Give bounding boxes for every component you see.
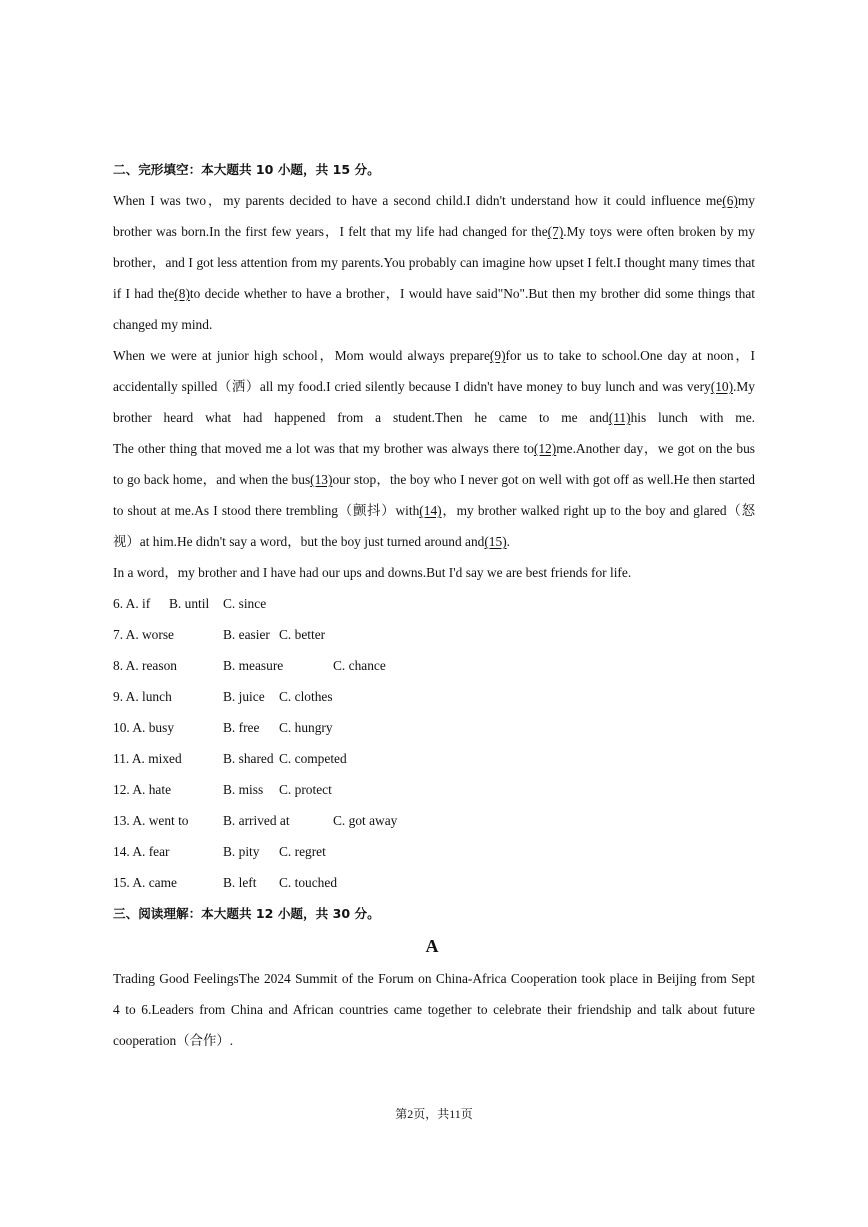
passage-text: When I was two，my parents decided to have a second child.I didn't understand how it could influence me	[113, 193, 723, 208]
option-c: C. clothes	[279, 689, 333, 704]
reading-line: Trading Good FeelingsThe 2024 Summit of the Forum on China-Africa Cooperation took place in Beijing from Sept	[113, 971, 755, 986]
passage-line	[113, 433, 755, 464]
blank-number: (12)	[533, 441, 557, 456]
reading-line: 4 to 6.Leaders from China and African countries came together to celebrate their friendship and talk about future	[113, 1002, 755, 1017]
passage-line	[113, 340, 755, 371]
passage-text: .My	[733, 379, 755, 394]
option-c: C. since	[223, 596, 267, 611]
passage-text: for us to take to school.One day at noon，I	[505, 348, 756, 363]
option-c: C. better	[279, 627, 326, 642]
option-b: B. pity	[223, 844, 260, 859]
blank-number: (7)	[547, 224, 564, 239]
option-a: 15. A. came	[113, 875, 177, 890]
question-options	[113, 836, 755, 867]
passage-line	[113, 526, 755, 557]
passage-text: me.Another day，we got on the bus	[556, 441, 756, 456]
blank-number: (8)	[174, 286, 190, 301]
passage-text: to go back home，and when the bus	[113, 472, 311, 487]
option-b: B. juice	[223, 689, 265, 704]
question-options	[113, 774, 755, 805]
passage-text: his lunch with me.	[630, 410, 755, 425]
option-c: C. competed	[279, 751, 347, 766]
question-options	[113, 588, 755, 619]
question-options	[113, 650, 755, 681]
option-a: 11. A. mixed	[113, 751, 182, 766]
blank-number: (6)	[722, 193, 738, 208]
option-a: 12. A. hate	[113, 782, 172, 797]
option-b: B. left	[223, 875, 257, 890]
passage-line	[113, 216, 755, 247]
question-options	[113, 805, 755, 836]
passage-text: to decide whether to have a brother，I would have said"No".But then my brother did some things that	[189, 286, 755, 301]
option-a: 9. A. lunch	[113, 689, 172, 704]
option-a: 13. A. went to	[113, 813, 189, 828]
blank-number: (11)	[608, 410, 631, 425]
passage-text: if I had the	[113, 286, 175, 301]
option-b: B. measure	[223, 658, 284, 673]
passage-text: to shout at me.As I stood there trembling（颤抖）with	[113, 503, 420, 518]
question-options	[113, 681, 755, 712]
cloze-options	[113, 588, 755, 898]
blank-number: (15)	[484, 534, 507, 549]
reading-passage	[113, 963, 755, 1056]
reading-line: cooperation（合作）.	[113, 1033, 234, 1048]
option-a: 6. A. if	[113, 596, 151, 611]
passage-text: When we were at junior high school，Mom would always prepare	[113, 348, 490, 363]
passage-line	[113, 557, 755, 588]
option-a: 14. A. fear	[113, 844, 170, 859]
option-b: B. miss	[223, 782, 264, 797]
cloze-passage	[113, 185, 755, 588]
blank-number: (14)	[419, 503, 442, 518]
passage-line	[113, 371, 755, 402]
question-options	[113, 712, 755, 743]
passage-text: The other thing that moved me a lot was that my brother was always there to	[113, 441, 534, 456]
option-c: C. hungry	[279, 720, 333, 735]
passage-line	[113, 402, 755, 433]
passage-line	[113, 185, 755, 216]
passage-line	[113, 495, 755, 526]
option-b: B. arrived at	[223, 813, 290, 828]
passage-line	[113, 247, 755, 278]
option-a: 8. A. reason	[113, 658, 177, 673]
option-c: C. touched	[279, 875, 338, 890]
passage-text: .	[506, 534, 511, 549]
section-heading-reading: 三、阅读理解：本大题共 12 小题，共 30 分。	[113, 906, 380, 921]
option-a: 10. A. busy	[113, 720, 175, 735]
passage-text: my	[737, 193, 755, 208]
option-b: B. shared	[223, 751, 274, 766]
passage-line	[113, 464, 755, 495]
passage-line	[113, 309, 755, 340]
passage-text: In a word，my brother and I have had our ups and downs.But I'd say we are best friends for life.	[113, 565, 632, 580]
passage-text: our stop，the boy who I never got on well with got off as well.He then started	[332, 472, 755, 487]
passage-text: 视）at him.He didn't say a word，but the boy just turned around and	[113, 534, 485, 549]
option-c: C. got away	[333, 813, 398, 828]
passage-text: brother heard what had happened from a student.Then he came to me and	[113, 410, 609, 425]
question-options	[113, 619, 755, 650]
question-options	[113, 743, 755, 774]
passage-text: changed my mind.	[113, 317, 213, 332]
passage-text: ，my brother walked right up to the boy and glared（怒	[441, 503, 755, 518]
option-b: B. free	[223, 720, 260, 735]
passage-text: brother，and I got less attention from my parents.You probably can imagine how upset I felt.I thought many times that	[113, 255, 755, 270]
passage-line	[113, 278, 755, 309]
passage-title: A	[425, 936, 439, 956]
passage-text: brother was born.In the first few years，I felt that my life had changed for the	[113, 224, 548, 239]
blank-number: (10)	[710, 379, 734, 394]
option-b: B. until	[169, 596, 210, 611]
section-heading-cloze: 二、完形填空：本大题共 10 小题，共 15 分。	[113, 162, 380, 177]
question-options	[113, 867, 755, 898]
option-c: C. chance	[333, 658, 386, 673]
passage-text: accidentally spilled（洒）all my food.I cried silently because I didn't have money to buy lunch and was very	[113, 379, 711, 394]
option-a: 7. A. worse	[113, 627, 174, 642]
page-footer: 第2页，共11页	[395, 1107, 473, 1121]
blank-number: (9)	[489, 348, 506, 363]
option-b: B. easier	[223, 627, 270, 642]
blank-number: (13)	[310, 472, 333, 487]
page-content	[113, 154, 755, 1056]
passage-text: .My toys were often broken by my	[563, 224, 756, 239]
option-c: C. regret	[279, 844, 326, 859]
option-c: C. protect	[279, 782, 332, 797]
